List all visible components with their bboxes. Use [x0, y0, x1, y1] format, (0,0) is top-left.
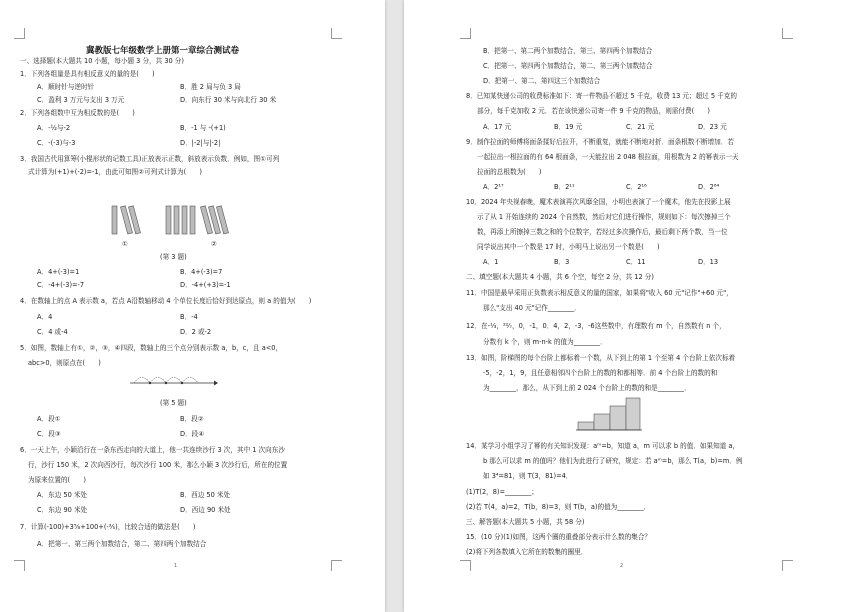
question-10-line-3: 数，再添上所擦掉三数之和的个位数字，若经过多次操作后，最后剩下两个数，当一位 — [477, 228, 728, 236]
question-5: 5．如图，数轴上有①，②，③，④四段，数轴上的三个点分别表示数 a，b，c，且 a<0， — [20, 344, 283, 352]
crop-mark — [460, 28, 471, 39]
option: D．-4+(+3)=-1 — [180, 281, 231, 289]
option: C．-(-3)与-3 — [37, 139, 76, 147]
staircase-figure — [576, 392, 642, 432]
option: D．23 元 — [698, 123, 727, 131]
question-8: 8．已知某快递公司的收费标准如下：寄一件物品不超过 5 千克，收费 13 元；超过 5 千克的 — [466, 92, 737, 100]
section-heading: 三、解答题(本大题共 5 小题，共 58 分) — [466, 518, 585, 526]
option: B．-4 — [180, 313, 198, 321]
question-9-line-3: 拉面的总根数为( ) — [477, 168, 542, 176]
question-7: 7．计算(-100)+3⅝+100+(-⅗)，比较合适的做法是( ) — [20, 523, 196, 531]
option: D．段④ — [180, 430, 205, 438]
page-number: 2 — [620, 563, 624, 569]
question-3-line-2: 式计算为(+1)+(-2)=-1，由此可知图②可列式计算为( ) — [28, 168, 202, 176]
question-9: 9．制作拉面的师傅将面条揉好后拉开，不断重复，就能不断地对折．面条根数不断增加．若 — [466, 138, 734, 146]
question-6-line-2: 行，沙行 150 米，2 次向西沙行，每次沙行 100 米，那么小颖 3 次沙行后，所在的位置 — [28, 461, 288, 469]
question-2: 2．下列各组数中互为相反数的是( ) — [20, 109, 135, 117]
page-number: 1 — [174, 563, 178, 569]
question-15: 15．(10 分)(1)如图，这两个圈的重叠部分表示什么数的集合？ — [466, 533, 652, 541]
option: C．把第一、第四两个加数结合，第二、第三两个加数结合 — [483, 62, 653, 70]
question-6-line-3: 为原来位置的( ) — [28, 476, 86, 484]
crop-mark — [782, 560, 793, 571]
option: D．2⁶⁴ — [698, 183, 720, 191]
option: B．西边 50 米处 — [180, 491, 231, 499]
question-14-line-3: 如 3⁴=81，则 T(3，81)=4． — [483, 472, 573, 480]
option: A．段① — [37, 415, 61, 423]
question-10-line-2: 示了从 1 开始连续的 2024 个自然数，然后对它们进行操作，规则如下：每次擦掉三个 — [477, 213, 731, 221]
counting-rods-figure — [108, 200, 238, 240]
question-3: 3．我国古代用算筹(小棍形状的记数工具)正放表示正数，斜放表示负数．例如，图①可列 — [20, 155, 280, 163]
question-13-line-3: 为________，那么，从下到上前 2 024 个台阶上的数的和是________． — [483, 384, 691, 392]
option: B．段② — [180, 415, 204, 423]
question-12: 12．在-⅓，²²⁄₇，0，-1，0．4，2，-3，-6这些数中，有理数有 m 个，自然数有 n 个， — [466, 322, 726, 330]
option: B．-1 与 -(+1) — [180, 124, 226, 132]
question-4: 4．在数轴上的点 A 表示数 a，若点 A沿数轴移动 4 个单位长度后恰好到达原点，则 a 的值为( ) — [20, 297, 312, 305]
question-13-line-2: -5，-2，1，9，且任意相邻四个台阶上的数的和都相等．前 4 个台阶上的数的和 — [483, 369, 718, 377]
figure-caption: (第 5 题) — [160, 399, 187, 407]
option: A．1 — [483, 258, 499, 266]
question-11: 11．中国是最早采用正负数表示相反意义的量的国家，如果将"收入 60 元"记作"+60 元"， — [466, 289, 733, 297]
question-11-line-2: 那么"支出 40 元"记作________． — [483, 304, 581, 312]
number-line-figure — [128, 370, 218, 390]
option: C．11 — [626, 258, 646, 266]
option: A．2¹⁷ — [483, 183, 504, 191]
page-title: 冀教版七年级数学上册第一章综合测试卷 — [86, 46, 240, 56]
option: B．3 — [554, 258, 570, 266]
option: A．-½与-2 — [37, 124, 71, 132]
option: D．13 — [698, 258, 719, 266]
crop-mark — [331, 560, 342, 571]
option: B．19 元 — [554, 123, 583, 131]
question-14-line-2: b 那么可以求 m 的值吗？他们为此进行了研究，规定：若 aᵐ=b，那么 T(a，b)=m．例 — [483, 457, 743, 465]
question-13: 13．如图，阶梯图的每个台阶上都标着一个数，从下到上的第 1 个至第 4 个台阶上依次标着 — [466, 354, 736, 362]
figure-label: ② — [211, 240, 217, 248]
crop-mark — [331, 28, 342, 39]
option: A．东边 50 米处 — [37, 491, 88, 499]
question-10-line-4: 同学说出其中一个数是 17 时，小明马上说出另一个数是( ) — [477, 243, 660, 251]
option: D．2 或-2 — [180, 328, 212, 336]
question-10: 10．2024 年央视春晚，魔术表演再次风靡全国，小明也表演了一个魔术，他先在投影上展 — [466, 198, 731, 206]
question-15-line-2: (2)将下列各数填入它所在的数集的圈里． — [466, 548, 588, 556]
option: C．2¹⁶ — [626, 183, 647, 191]
option: D．西边 90 米处 — [180, 506, 231, 514]
section-heading: 一、选择题(本大题共 10 小题，每小题 3 分，共 30 分) — [20, 57, 184, 65]
question-14: 14．某学习小组学习了幂的有关知识发现：aᵐ=b，知道 a，m 可以求 b 的值．如果知道 a， — [466, 442, 740, 450]
question-8-line-2: 部分，每千克加收 2 元．若在该快递公司寄一件 9 千克的物品，则需付费( ) — [477, 107, 710, 115]
option: B．4+(-3)=7 — [180, 268, 223, 276]
option: C．4 或-4 — [37, 328, 68, 336]
option: C．盈利 3 万元与支出 3 万元 — [37, 96, 125, 104]
crop-mark — [14, 28, 25, 39]
option: B．2¹¹ — [554, 183, 575, 191]
document-page-2 — [404, 0, 841, 612]
option: B．胜 2 局与负 3 局 — [180, 83, 241, 91]
crop-mark — [14, 560, 25, 571]
question-9-line-2: 一起拉出一根拉面的有 64 根面条，一天能拉出 2 048 根拉面，用根数为 2 的幂表示一天 — [477, 153, 739, 161]
figure-label: ① — [122, 240, 128, 248]
section-heading: 二、填空题(本大题共 4 小题，共 6 个空，每空 2 分，共 12 分) — [466, 273, 654, 281]
option: C．21 元 — [626, 123, 655, 131]
question-5-line-2: abc>0，则原点在( ) — [28, 359, 101, 367]
option: C．段③ — [37, 430, 61, 438]
question-14-part-2: (2)若 T(4，a)=2，T(b，8)=3，则 T(b，a)的值为________． — [466, 503, 651, 511]
question-1: 1．下列各组量是具有相反意义的量的是( ) — [20, 70, 155, 78]
option: A．17 元 — [483, 123, 512, 131]
question-12-line-2: 分数有 k 个，则 m-n-k 的值为________． — [483, 338, 607, 346]
crop-mark — [782, 28, 793, 39]
option: D．|-2|与|-2| — [180, 139, 221, 147]
crop-mark — [460, 560, 471, 571]
figure-caption: (第 3 题) — [160, 253, 187, 261]
question-6: 6．一天上午，小颖沿行在一条东西走向的大道上，他一共连续沙行 3 次，其中 1 次向东沙 — [20, 446, 285, 454]
option: A．4 — [37, 313, 53, 321]
option: C．东边 90 米处 — [37, 506, 88, 514]
option: A．顺时针与逆时针 — [37, 83, 95, 91]
option: B．把第一、第二两个加数结合，第三、第四两个加数结合 — [483, 47, 653, 55]
question-14-part-1: (1)T(2，8)=________； — [466, 488, 538, 496]
option: D．把第一、第二、第四这三个加数结合 — [483, 77, 601, 85]
option: D．向东行 30 米与向北行 30 米 — [180, 96, 277, 104]
option: A．把第一、第三两个加数结合，第二、第四两个加数结合 — [37, 540, 207, 548]
option: C．-4+(-3)=-7 — [37, 281, 85, 289]
option: A．4+(-3)=1 — [37, 268, 80, 276]
document-page-1 — [0, 0, 385, 612]
